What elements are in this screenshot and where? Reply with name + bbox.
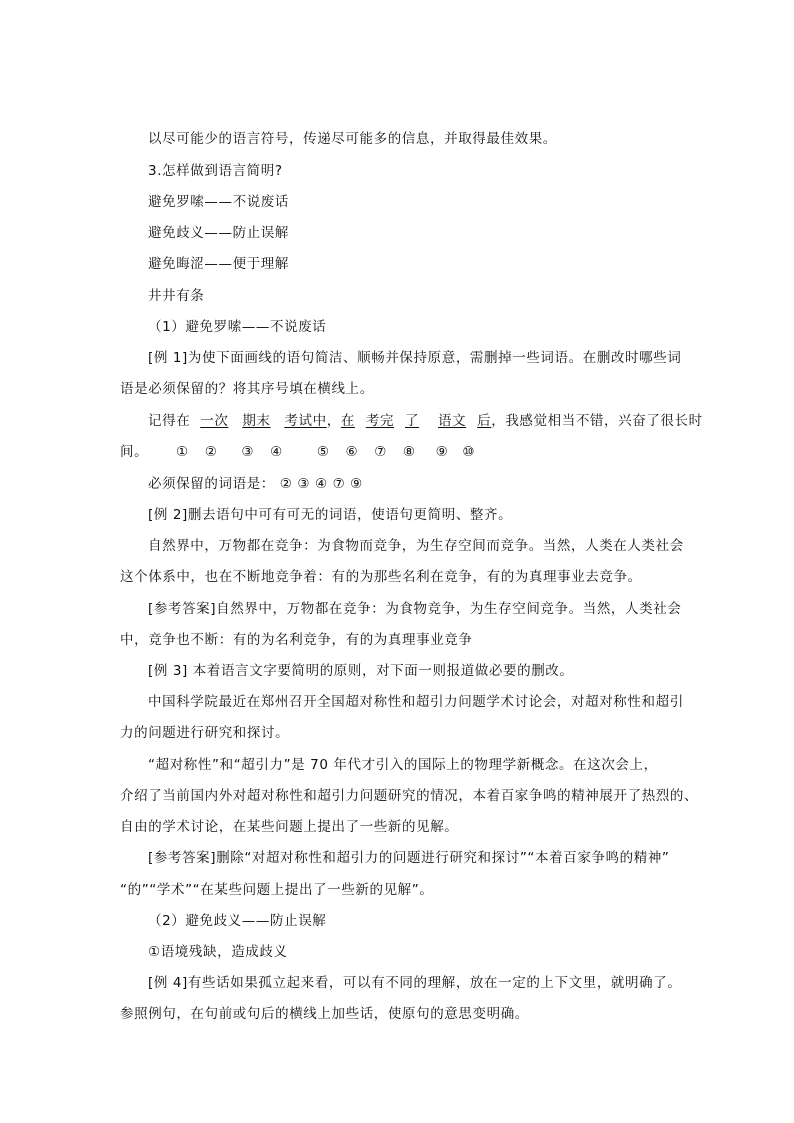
subsection-heading-2: （2）避免歧义——防止误解 bbox=[148, 913, 327, 929]
example-2-text-line-2: 这个体系中，也在不断地竞争着：有的为那些名利在竞争，有的为真理事业去竞争。 bbox=[120, 569, 642, 585]
underlined-word: 考完 bbox=[365, 413, 395, 429]
example-3-text-line-2: 力的问题进行研究和探讨。 bbox=[120, 725, 290, 741]
example-4-prompt-line-2: 参照例句，在句前或句后的横线上加些话，使原句的意思变明确。 bbox=[120, 1006, 529, 1022]
example-1-prompt-line-1: [例 1]为使下面画线的语句简洁、顺畅并保持原意，需删掉一些词语。在删改时哪些词 bbox=[148, 350, 682, 366]
section-heading-3: 3.怎样做到语言简明? bbox=[148, 163, 283, 179]
principle-item-3: 避免晦涩——便于理解 bbox=[148, 256, 289, 272]
example-2-text-line-1: 自然界中，万物都在竞争：为食物而竞争，为生存空间而竞争。当然，人类在人类社会 bbox=[148, 538, 684, 554]
underlined-word: 后 bbox=[477, 413, 492, 429]
sentence-lead: 记得在 bbox=[148, 413, 191, 429]
paragraph-definition: 以尽可能少的语言符号，传递尽可能多的信息，并取得最佳效果。 bbox=[148, 131, 557, 147]
word-number: ⑨ bbox=[435, 444, 449, 460]
example-2-answer-line-1: [参考答案]自然界中，万物都在竞争：为食物竞争，为生存空间竞争。当然，人类社会 bbox=[148, 601, 682, 617]
example-1-sentence-continued: 间。 bbox=[120, 444, 149, 460]
example-2-answer-line-2: 中，竞争也不断：有的为名利竞争，有的为真理事业竞争 bbox=[120, 632, 473, 648]
principle-item-2: 避免歧义——防止误解 bbox=[148, 225, 289, 241]
subsection-point-1: ①语境残缺，造成歧义 bbox=[148, 944, 288, 960]
underlined-word: 考试 bbox=[284, 413, 313, 429]
example-3-answer-line-1: [参考答案]删除“对超对称性和超引力的问题进行研究和探讨”“本着百家争鸣的精神” bbox=[148, 850, 670, 866]
underlined-word: 语文 bbox=[438, 413, 467, 429]
example-1-answer: 必须保留的词语是： ② ③ ④ ⑦ ⑨ bbox=[148, 476, 363, 492]
principle-item-1: 避免罗嗦——不说废话 bbox=[148, 194, 289, 210]
example-1-sentence: 记得在 一次 期末 考试中，在 考完 了 语文 后，我感觉相当不错，兴奋了很长时 bbox=[148, 413, 703, 429]
word-number: ⑩ bbox=[462, 444, 476, 460]
word-number: ⑧ bbox=[402, 444, 416, 460]
example-3-text-line-3: “超对称性”和“超引力”是 70 年代才引入的国际上的物理学新概念。在这次会上， bbox=[148, 757, 658, 773]
sentence-tail: ，我感觉相当不错，兴奋了很长时 bbox=[491, 413, 703, 429]
example-3-text-line-4: 介绍了当前国内外对超对称性和超引力问题研究的情况，本着百家争鸣的精神展开了热烈的、 bbox=[120, 788, 699, 804]
underlined-word: 期末 bbox=[242, 413, 271, 429]
underlined-word: 了 bbox=[404, 413, 420, 429]
example-2-prompt: [例 2]删去语句中可有可无的词语，使语句更简明、整齐。 bbox=[148, 507, 513, 523]
example-3-prompt: [例 3] 本着语言文字要简明的原则，对下面一则报道做必要的删改。 bbox=[148, 663, 574, 679]
word-number-row bbox=[176, 443, 475, 461]
word-number: ③ bbox=[241, 444, 255, 460]
example-4-prompt-line-1: [例 4]有些话如果孤立起来看，可以有不同的理解，放在一定的上下文里，就明确了。 bbox=[148, 975, 682, 991]
subsection-heading-1: （1）避免罗嗦——不说废话 bbox=[148, 319, 327, 335]
example-3-answer-line-2: “的”“学术”“在某些问题上提出了一些新的见解”。 bbox=[120, 882, 434, 898]
word-number: ④ bbox=[270, 444, 283, 460]
example-1-prompt-line-2: 语是必须保留的？将其序号填在横线上。 bbox=[120, 381, 374, 397]
underlined-word: 一次 bbox=[200, 413, 229, 429]
word-number: ② bbox=[204, 444, 218, 460]
word-number: ⑤ bbox=[316, 444, 330, 460]
principle-item-4: 井井有条 bbox=[148, 288, 205, 304]
word-number: ⑥ bbox=[345, 444, 359, 460]
underlined-word: 在 bbox=[340, 413, 355, 429]
underlined-word: 中 bbox=[312, 413, 327, 429]
word-number: ① bbox=[176, 444, 189, 460]
example-3-text-line-1: 中国科学院最近在郑州召开全国超对称性和超引力问题学术讨论会，对超对称性和超引 bbox=[148, 694, 684, 710]
word-number: ⑦ bbox=[374, 444, 387, 460]
example-3-text-line-5: 自由的学术讨论，在某些问题上提出了一些新的见解。 bbox=[120, 819, 459, 835]
